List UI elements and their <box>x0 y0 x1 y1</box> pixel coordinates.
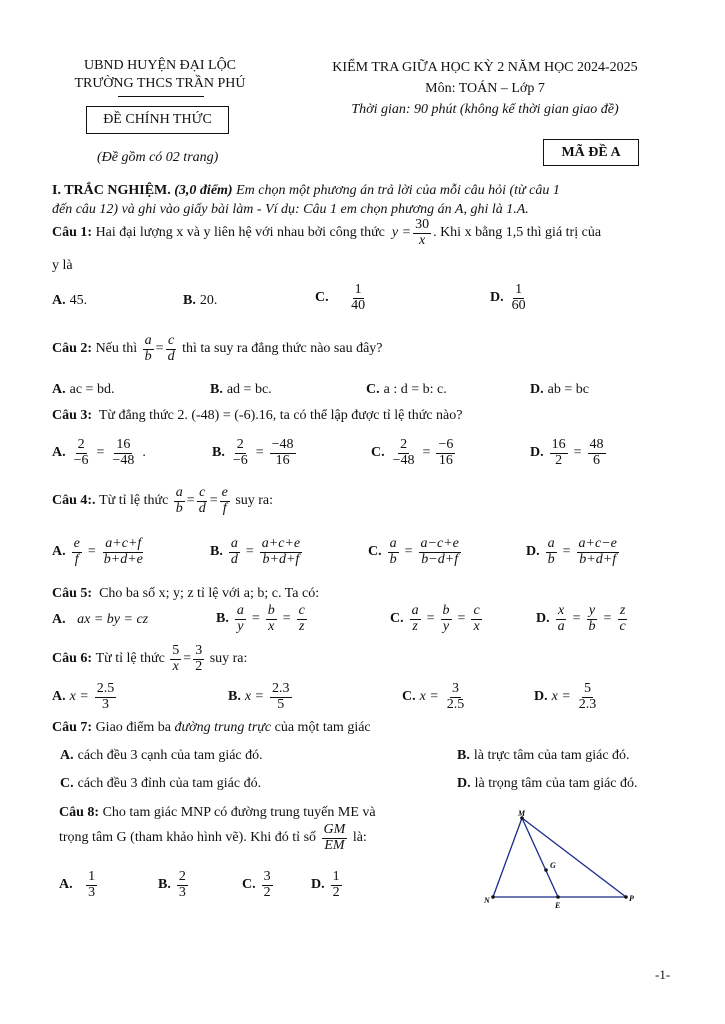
opt-letter: D. <box>536 611 550 627</box>
q1-c-den: 40 <box>351 297 366 313</box>
q8-b-d: 3 <box>178 884 186 900</box>
q7-d-value: là trọng tâm của tam giác đó. <box>474 776 638 791</box>
q1-option-b[interactable] <box>183 293 217 309</box>
q6-lhs-n: 5 <box>172 643 180 658</box>
q8-d-frac <box>331 870 342 900</box>
q1-text-c: y là <box>52 258 73 273</box>
q8-label: Câu 8: <box>59 805 100 820</box>
q4-c-n1: a <box>389 536 397 551</box>
q4-c-frac2 <box>419 537 461 567</box>
q7-text-a: Giao điểm ba <box>95 720 171 735</box>
q5-d-f3 <box>617 604 627 634</box>
opt-letter: A. <box>59 877 73 893</box>
q4-a-frac2 <box>102 537 145 567</box>
q8-d-n: 1 <box>332 869 340 884</box>
q7-text-b: của một tam giác <box>274 720 371 735</box>
section-points: (3,0 điểm) <box>174 183 233 198</box>
q7-option-b[interactable] <box>457 748 630 764</box>
q5-text: Cho ba số x; y; z tỉ lệ với a; b; c. Ta có: <box>99 586 320 601</box>
q6-a-d: 3 <box>102 696 110 712</box>
q5-c-f2 <box>441 604 452 634</box>
q6-a-frac <box>95 682 117 712</box>
q6-rhs-d: 2 <box>195 658 203 674</box>
q3-d-d1: 2 <box>555 452 563 468</box>
opt-letter: D. <box>311 877 325 893</box>
opt-letter: A. <box>60 748 74 763</box>
q3-a-d2: −48 <box>112 452 135 468</box>
label-n: N <box>484 896 490 905</box>
exam-code-box <box>543 139 639 166</box>
q1-formula-lhs: y = <box>391 225 412 241</box>
q3-c-d2: 16 <box>438 452 453 468</box>
q3-a-frac2 <box>110 438 136 468</box>
q6-rhs-frac <box>193 644 204 674</box>
q1-d-num: 1 <box>515 282 523 297</box>
q8-b-n: 2 <box>178 869 186 884</box>
question-1 <box>52 218 601 248</box>
q8-ratio-n: GM <box>323 822 346 837</box>
instruction-line1: Em chọn một phương án trả lời của mỗi câu hỏi (từ câu 1 <box>236 183 560 198</box>
q1-text-b: . Khi x bằng 1,5 thì giá trị của <box>433 225 602 241</box>
q5-d-f2 <box>587 604 598 634</box>
q1-option-d[interactable] <box>490 283 530 313</box>
q5-b-n3: c <box>298 603 305 618</box>
opt-letter: C. <box>60 776 74 791</box>
q3-c-d1: −48 <box>392 452 415 468</box>
q4-option-b[interactable]: B. $\frac{a}{d}$ = $\frac{a+c+e}{b+d+f}$ <box>210 536 301 567</box>
q5-d-f1 <box>556 604 567 634</box>
q3-d-frac2 <box>588 438 606 468</box>
q3-c-frac2 <box>436 438 455 468</box>
q2-frac2 <box>166 334 177 364</box>
q1-d-den: 60 <box>511 297 526 313</box>
q4-c-frac1 <box>388 537 399 567</box>
q4-text-b: suy ra: <box>235 493 274 509</box>
q4-d-n2: a+c−e <box>578 536 617 551</box>
q8-option-a[interactable] <box>59 870 99 900</box>
opt-letter: D. <box>457 776 471 791</box>
q6-c-d: 2.5 <box>446 696 465 712</box>
point-p <box>624 895 628 899</box>
q5-d-n1: x <box>558 603 565 618</box>
q4-option-d[interactable]: D. $\frac{a}{b}$ = $\frac{a+c-e}{b+d+f}$ <box>526 536 617 567</box>
q3-b-n1: 2 <box>236 437 244 452</box>
opt-letter: D. <box>526 544 540 560</box>
q4-frac-ab: $\frac{a}{b}$ <box>175 485 183 516</box>
q4-d-frac2 <box>577 537 619 567</box>
q5-a-value: ax = by = cz <box>77 612 149 627</box>
q8-d-d: 2 <box>332 884 340 900</box>
q3-b-frac1 <box>231 438 250 468</box>
q8-text-a: Cho tam giác MNP có đường trung tuyến ME và <box>102 805 376 820</box>
q7-text-em: đường trung trực <box>174 720 272 735</box>
q1-a-value: 45. <box>69 293 88 308</box>
q8-line2 <box>59 823 367 853</box>
q4-b-frac2 <box>260 537 302 567</box>
opt-letter: B. <box>216 611 229 627</box>
q2-frac1-den: b <box>144 348 152 364</box>
opt-letter: A. <box>52 293 66 308</box>
q6-d-frac <box>577 682 599 712</box>
q6-option-b[interactable]: B. x = $\frac{2.3}{5}$ <box>228 681 290 712</box>
q5-d-n2: y <box>588 603 596 618</box>
opt-letter: D. <box>530 445 544 461</box>
q1-formula-frac <box>413 218 431 248</box>
q5-b-n1: a <box>236 603 244 618</box>
exam-title: KIỂM TRA GIỮA HỌC KỲ 2 NĂM HỌC 2024-2025 <box>332 60 638 75</box>
q3-b-d2: 16 <box>275 452 290 468</box>
q3-b-d1: −6 <box>232 452 248 468</box>
opt-letter: A. <box>52 382 66 397</box>
label-m: M <box>518 809 526 818</box>
q4-text-a: Từ tỉ lệ thức <box>99 493 169 509</box>
q6-c-n: 3 <box>452 681 460 696</box>
opt-letter: C. <box>315 290 329 306</box>
pages-note: (Đề gồm có 02 trang) <box>97 150 219 165</box>
q8-a-d: 3 <box>88 884 96 900</box>
opt-letter: B. <box>228 689 241 705</box>
q4-label: Câu 4:. <box>52 493 96 509</box>
opt-letter: C. <box>242 877 256 893</box>
opt-letter: C. <box>390 611 404 627</box>
q3-option-a[interactable]: A. $\frac{2}{-6}$ = $\frac{16}{-48}$ . <box>52 437 146 468</box>
q8-option-c[interactable] <box>242 870 275 900</box>
q2-option-d[interactable] <box>530 382 589 398</box>
q5-label: Câu 5: <box>52 586 93 601</box>
q2-option-c[interactable] <box>366 382 447 398</box>
opt-letter: D. <box>530 382 544 397</box>
q1-option-c[interactable] <box>315 283 369 313</box>
q5-c-f3 <box>471 604 481 634</box>
q1-c-num: 1 <box>354 282 362 297</box>
q7-a-value: cách đều 3 cạnh của tam giác đó. <box>77 748 263 763</box>
q4-d-frac1 <box>546 537 557 567</box>
q3-d-d2: 6 <box>593 452 601 468</box>
opt-letter: C. <box>366 382 380 397</box>
q6-option-d[interactable]: D. x = $\frac{5}{2.3}$ <box>534 681 597 712</box>
side-mp <box>522 818 626 897</box>
q3-a-frac1 <box>72 438 91 468</box>
q4-a-n2: a+c+f <box>105 536 142 551</box>
q4-frac-cd: $\frac{c}{d}$ <box>198 485 206 516</box>
page-number: -1- <box>655 967 671 982</box>
label-p: P <box>629 894 634 903</box>
header-underline <box>118 96 204 97</box>
q7-option-d[interactable] <box>457 776 638 792</box>
q3-c-frac1 <box>391 438 417 468</box>
q1-label: Câu 1: <box>52 225 93 241</box>
q3-b-n2: −48 <box>271 437 294 452</box>
point-n <box>491 895 495 899</box>
q3-d-n2: 48 <box>589 437 604 452</box>
opt-letter: A. <box>52 612 66 627</box>
q5-c-d2: y <box>442 618 450 634</box>
q6-label: Câu 6: <box>52 651 93 667</box>
school-name: TRƯỜNG THCS TRẦN PHÚ <box>74 76 246 91</box>
q4-c-n2: a−c+e <box>420 536 459 551</box>
q2-option-a[interactable] <box>52 382 114 398</box>
q2-frac1 <box>143 334 154 364</box>
q4-b-d2: b+d+f <box>262 551 300 567</box>
q4-b-n2: a+c+e <box>261 536 301 551</box>
q1-text: Hai đại lượng x và y liên hệ với nhau bởi công thức <box>95 225 385 241</box>
instruction-line2: đến câu 12) và ghi vào giấy bài làm - Ví dụ: Câu 1 em chọn phương án A, ghi là 1.A. <box>52 202 529 217</box>
label-e: E <box>555 901 561 910</box>
q6-d-d: 2.3 <box>578 696 597 712</box>
q5-option-c[interactable]: C. $\frac{a}{z}$ = $\frac{b}{y}$ = $\frac{c}{x}$ <box>390 603 480 634</box>
q4-a-n1: e <box>73 536 80 551</box>
q5-d-n3: z <box>619 603 626 618</box>
q6-lhs-frac <box>170 644 181 674</box>
q6-d-n: 5 <box>584 681 592 696</box>
q5-d-d3: c <box>619 618 626 634</box>
q4-b-d1: d <box>230 551 238 567</box>
q3-d-n1: 16 <box>551 437 566 452</box>
q4-a-d1: f <box>74 551 79 567</box>
q2-frac2-den: d <box>167 348 175 364</box>
q6-option-c[interactable]: C. x = $\frac{3}{2.5}$ <box>402 681 465 712</box>
label-g: G <box>550 861 556 870</box>
q5-option-d[interactable]: D. $\frac{x}{a}$ = $\frac{y}{b}$ = $\frac{z}{c}$ <box>536 603 626 634</box>
q5-option-b[interactable]: B. $\frac{a}{y}$ = $\frac{b}{x}$ = $\frac{c}{z}$ <box>216 603 305 634</box>
q3-label: Câu 3: <box>52 408 93 423</box>
q2-c-value: a : d = b: c. <box>383 382 447 397</box>
q8-option-d[interactable] <box>311 870 344 900</box>
q3-a-n1: 2 <box>77 437 85 452</box>
question-4: Câu 4:. Từ tỉ lệ thức $\frac{a}{b}$ = $\frac{c}{d}$ = $\frac{e}{f}$ suy ra: <box>52 485 274 516</box>
q1-d-frac <box>510 283 528 313</box>
q6-text-b: suy ra: <box>209 651 248 667</box>
q2-frac1-num: a <box>144 333 152 348</box>
q4-d-d1: b <box>547 551 555 567</box>
opt-letter: A. <box>52 689 66 705</box>
exam-time: Thời gian: 90 phút (không kể thời gian giao đề) <box>351 102 619 117</box>
q8-ratio-d: EM <box>324 837 345 853</box>
median-me <box>522 818 558 897</box>
official-box <box>86 106 229 134</box>
q1-formula-num: 30 <box>415 217 430 232</box>
q5-b-d3: z <box>299 618 305 634</box>
q6-text-a: Từ tỉ lệ thức <box>95 651 165 667</box>
question-2: Câu 2: Nếu thì $\frac{a}{b}$ = $\frac{c}{d}$ thì ta suy ra đẳng thức nào sau đây? <box>52 333 383 364</box>
q2-option-b[interactable] <box>210 382 272 398</box>
q5-b-n2: b <box>267 603 275 618</box>
q1-option-a[interactable] <box>52 293 87 309</box>
q4-d-d2: b+d+f <box>579 551 617 567</box>
side-mn <box>493 818 522 897</box>
q5-c-n1: a <box>411 603 419 618</box>
q5-b-d1: y <box>237 618 244 634</box>
opt-letter: B. <box>210 382 223 397</box>
opt-letter: B. <box>457 748 470 763</box>
q2-label: Câu 2: <box>52 341 93 357</box>
q8-option-b[interactable] <box>158 870 190 900</box>
official-label: ĐỀ CHÍNH THỨC <box>103 112 212 127</box>
section-title: I. TRẮC NGHIỆM. <box>52 183 171 198</box>
q3-b-frac2 <box>270 438 296 468</box>
opt-letter: A. <box>52 544 66 560</box>
q8-c-n: 3 <box>263 869 271 884</box>
q5-b-f2 <box>266 604 277 634</box>
q5-c-n2: b <box>442 603 450 618</box>
q6-lhs-d: x <box>172 658 179 674</box>
opt-letter: B. <box>158 877 171 893</box>
q4-a-frac1 <box>72 537 82 567</box>
q8-b-frac <box>177 870 188 900</box>
q4-b-frac1 <box>229 537 240 567</box>
q6-rhs-n: 3 <box>195 643 203 658</box>
q5-option-a[interactable] <box>52 612 148 628</box>
district-name: UBND HUYỆN ĐẠI LỘC <box>83 58 237 73</box>
q1-b-value: 20. <box>199 293 218 308</box>
opt-letter: B. <box>183 293 196 308</box>
question-3 <box>52 408 462 424</box>
q3-a-d1: −6 <box>73 452 89 468</box>
q3-option-d[interactable]: D. $\frac{16}{2}$ = $\frac{48}{6}$ <box>530 437 604 468</box>
q8-text-b: trọng tâm G (tham khảo hình vẽ). Khi đó tỉ số <box>59 830 317 846</box>
q2-b-value: ad = bc. <box>226 382 272 397</box>
q3-option-b[interactable]: B. $\frac{2}{-6}$ = $\frac{-48}{16}$ <box>212 437 294 468</box>
q7-b-value: là trực tâm của tam giác đó. <box>473 748 630 763</box>
q2-d-value: ab = bc <box>547 382 589 397</box>
q5-c-d1: z <box>412 618 418 634</box>
point-g <box>544 868 548 872</box>
q7-option-a[interactable] <box>60 748 263 764</box>
q5-d-d1: a <box>557 618 565 634</box>
question-7 <box>52 720 371 736</box>
q5-b-f3 <box>297 604 307 634</box>
triangle-figure <box>480 806 640 916</box>
q8-a-n: 1 <box>88 869 96 884</box>
q3-option-c[interactable]: C. $\frac{2}{-48}$ = $\frac{-6}{16}$ <box>371 437 454 468</box>
school-header <box>50 57 270 93</box>
q4-frac-ef: $\frac{e}{f}$ <box>221 485 228 516</box>
q6-b-n: 2.3 <box>272 681 290 696</box>
question-8 <box>59 805 376 821</box>
q6-c-frac <box>445 682 467 712</box>
q1-formula-den: x <box>418 232 426 248</box>
q8-a-frac <box>86 870 97 900</box>
q3-d-frac1 <box>550 438 568 468</box>
q5-c-f1 <box>410 604 421 634</box>
q5-d-d2: b <box>588 618 596 634</box>
q7-label: Câu 7: <box>52 720 93 735</box>
opt-letter: D. <box>534 689 548 705</box>
opt-letter: C. <box>371 445 385 461</box>
q3-c-n2: −6 <box>438 437 454 452</box>
q4-b-n1: a <box>230 536 238 551</box>
q5-b-d2: x <box>268 618 275 634</box>
opt-letter: C. <box>368 544 382 560</box>
q5-c-d3: x <box>473 618 480 634</box>
q4-c-d1: b <box>389 551 397 567</box>
q8-c-frac <box>262 870 273 900</box>
q3-c-n1: 2 <box>400 437 408 452</box>
q6-a-n: 2.5 <box>96 681 115 696</box>
q5-c-n3: c <box>473 603 480 618</box>
opt-letter: A. <box>52 445 66 461</box>
q8-ratio <box>322 823 348 853</box>
q3-a-n2: 16 <box>116 437 131 452</box>
q6-b-frac <box>270 682 292 712</box>
opt-letter: D. <box>490 290 504 306</box>
exam-subject: Môn: TOÁN – Lớp 7 <box>425 81 545 96</box>
point-e <box>556 895 560 899</box>
q2-a-value: ac = bd. <box>69 382 115 397</box>
q4-c-d2: b−d+f <box>421 551 459 567</box>
q6-option-a[interactable]: A. x = $\frac{2.5}{3}$ <box>52 681 115 712</box>
q4-option-c[interactable]: C. $\frac{a}{b}$ = $\frac{a-c+e}{b-d+f}$ <box>368 536 459 567</box>
q2-frac2-num: c <box>167 333 175 348</box>
section-instructions <box>52 181 677 219</box>
q4-a-d2: b+d+e <box>103 551 143 567</box>
question-5 <box>52 586 319 602</box>
q4-option-a[interactable]: A. $\frac{e}{f}$ = $\frac{a+c+f}{b+d+e}$ <box>52 536 143 567</box>
q8-text-c: là: <box>352 830 367 846</box>
opt-letter: C. <box>402 689 416 705</box>
q2-text-a: Nếu thì <box>95 341 138 357</box>
question-6: Câu 6: Từ tỉ lệ thức $\frac{5}{x}$ = $\frac{3}{2}$ suy ra: <box>52 643 248 674</box>
q3-text: Từ đẳng thức 2. (-48) = (-6).16, ta có thể lập được tỉ lệ thức nào? <box>98 408 463 423</box>
opt-letter: B. <box>210 544 223 560</box>
exam-header <box>300 57 670 120</box>
q5-b-f1 <box>235 604 246 634</box>
exam-code: MÃ ĐỀ A <box>561 145 621 160</box>
q2-text-b: thì ta suy ra đẳng thức nào sau đây? <box>182 341 383 357</box>
opt-letter: B. <box>212 445 225 461</box>
q4-d-n1: a <box>547 536 555 551</box>
q7-option-c[interactable] <box>60 776 261 792</box>
q6-b-d: 5 <box>277 696 285 712</box>
q1-c-frac <box>349 283 367 313</box>
q7-c-value: cách đều 3 đỉnh của tam giác đó. <box>77 776 262 791</box>
q8-c-d: 2 <box>263 884 271 900</box>
